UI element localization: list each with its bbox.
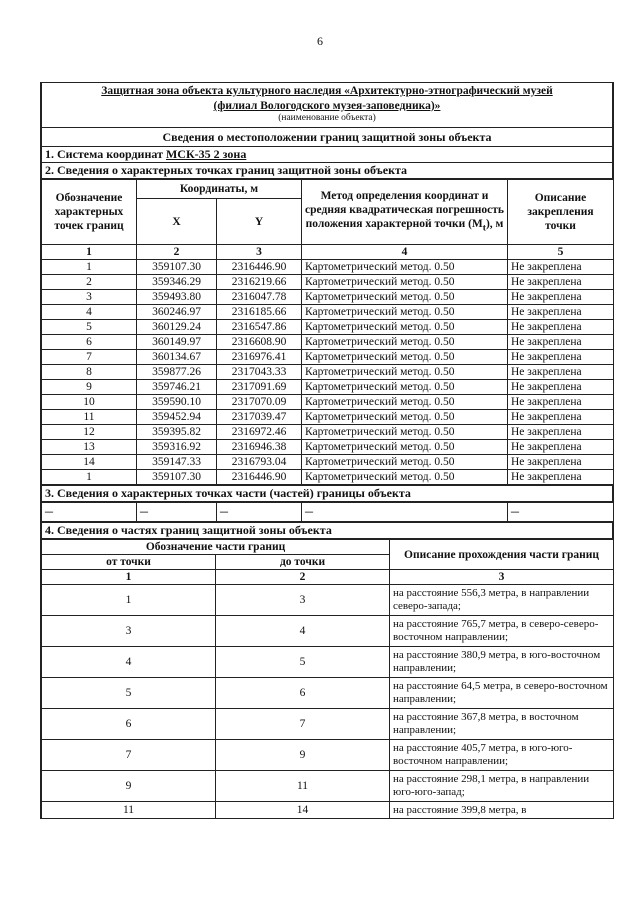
table-row bbox=[42, 678, 614, 709]
col-designation-header: Обозначение характерных точек границ bbox=[42, 180, 137, 245]
table-row bbox=[42, 335, 614, 350]
table-row bbox=[42, 802, 614, 819]
method-header-text: Метод определения координат и средняя квадратическая погрешность положения характерной точки (M bbox=[305, 189, 504, 230]
method-cell: Картометрический метод. 0.50 bbox=[302, 395, 508, 410]
col-x-header: X bbox=[137, 199, 217, 245]
method-cell: Картометрический метод. 0.50 bbox=[302, 470, 508, 485]
y-coordinate-cell: 2316446.90 bbox=[217, 470, 302, 485]
table-row bbox=[42, 740, 614, 771]
passage-desc-cell: на расстояние 64,5 метра, в северо-восточном направлении; bbox=[390, 678, 614, 709]
table-row bbox=[42, 350, 614, 365]
passage-desc-cell: на расстояние 367,8 метра, в восточном направлении; bbox=[390, 709, 614, 740]
from-point-cell: 3 bbox=[42, 616, 216, 647]
page-number: 6 bbox=[317, 34, 323, 48]
table-row bbox=[42, 380, 614, 395]
fixing-cell: Не закреплена bbox=[508, 290, 614, 305]
from-point-cell: 6 bbox=[42, 709, 216, 740]
method-cell: Картометрический метод. 0.50 bbox=[302, 275, 508, 290]
x-coordinate-cell: 359316.92 bbox=[137, 440, 217, 455]
col-to-header: до точки bbox=[216, 555, 390, 570]
to-point-cell: 6 bbox=[216, 678, 390, 709]
col-num-4: 4 bbox=[302, 245, 508, 260]
header-table bbox=[41, 83, 613, 179]
table-row bbox=[42, 455, 614, 470]
point-number-cell: 1 bbox=[42, 470, 137, 485]
table-row bbox=[42, 275, 614, 290]
table-row bbox=[42, 709, 614, 740]
passage-desc-cell: на расстояние 380,9 метра, в юго-восточном направлении; bbox=[390, 647, 614, 678]
points-table-body bbox=[42, 260, 614, 485]
table-row bbox=[42, 305, 614, 320]
from-point-cell: 9 bbox=[42, 771, 216, 802]
fixing-cell: Не закреплена bbox=[508, 455, 614, 470]
passage-desc-cell: на расстояние 556,3 метра, в направлении северо-запада; bbox=[390, 585, 614, 616]
y-coordinate-cell: 2317043.33 bbox=[217, 365, 302, 380]
point-number-cell: 13 bbox=[42, 440, 137, 455]
method-cell: Картометрический метод. 0.50 bbox=[302, 440, 508, 455]
x-coordinate-cell: 359147.33 bbox=[137, 455, 217, 470]
y-coordinate-cell: 2316547.86 bbox=[217, 320, 302, 335]
fixing-cell: Не закреплена bbox=[508, 350, 614, 365]
dash-cell: – bbox=[217, 503, 302, 522]
fixing-cell: Не закреплена bbox=[508, 365, 614, 380]
y-coordinate-cell: 2316976.41 bbox=[217, 350, 302, 365]
x-coordinate-cell: 360129.24 bbox=[137, 320, 217, 335]
y-coordinate-cell: 2316793.04 bbox=[217, 455, 302, 470]
from-point-cell: 7 bbox=[42, 740, 216, 771]
x-coordinate-cell: 359590.10 bbox=[137, 395, 217, 410]
y-coordinate-cell: 2316047.78 bbox=[217, 290, 302, 305]
col-desc-header: Описание закрепления точки bbox=[508, 180, 614, 245]
x-coordinate-cell: 359877.26 bbox=[137, 365, 217, 380]
method-header-tail: ), м bbox=[485, 217, 504, 230]
passage-desc-cell: на расстояние 298,1 метра, в направлении юго-юго-запад; bbox=[390, 771, 614, 802]
to-point-cell: 4 bbox=[216, 616, 390, 647]
x-coordinate-cell: 359107.30 bbox=[137, 470, 217, 485]
to-point-cell: 7 bbox=[216, 709, 390, 740]
object-name-note: (наименование объекта) bbox=[278, 113, 376, 123]
fixing-cell: Не закреплена bbox=[508, 305, 614, 320]
method-header-sub: t bbox=[482, 222, 486, 234]
section3-title: 3. Сведения о характерных точках части (частей) границы объекта bbox=[42, 486, 613, 502]
col-num-5: 5 bbox=[508, 245, 614, 260]
y-coordinate-cell: 2316946.38 bbox=[217, 440, 302, 455]
method-cell: Картометрический метод. 0.50 bbox=[302, 290, 508, 305]
from-point-cell: 5 bbox=[42, 678, 216, 709]
col4-num-2: 2 bbox=[216, 570, 390, 585]
method-cell: Картометрический метод. 0.50 bbox=[302, 305, 508, 320]
col-method-header bbox=[302, 180, 508, 245]
method-cell: Картометрический метод. 0.50 bbox=[302, 410, 508, 425]
x-coordinate-cell: 360134.67 bbox=[137, 350, 217, 365]
col-from-header: от точки bbox=[42, 555, 216, 570]
point-number-cell: 11 bbox=[42, 410, 137, 425]
table-row bbox=[42, 470, 614, 485]
table-row bbox=[42, 647, 614, 678]
section1-coordinate-system bbox=[42, 147, 613, 163]
dash-cell: – bbox=[137, 503, 217, 522]
col-coords-header: Координаты, м bbox=[137, 180, 302, 199]
method-cell: Картометрический метод. 0.50 bbox=[302, 455, 508, 470]
section1-value: МСК-35 2 зона bbox=[165, 147, 247, 161]
table-row bbox=[42, 585, 614, 616]
table-row bbox=[42, 771, 614, 802]
col-y-header: Y bbox=[217, 199, 302, 245]
fixing-cell: Не закреплена bbox=[508, 275, 614, 290]
col-num-1: 1 bbox=[42, 245, 137, 260]
col-num-3: 3 bbox=[217, 245, 302, 260]
y-coordinate-cell: 2317039.47 bbox=[217, 410, 302, 425]
x-coordinate-cell: 359346.29 bbox=[137, 275, 217, 290]
x-coordinate-cell: 360149.97 bbox=[137, 335, 217, 350]
table-row bbox=[42, 616, 614, 647]
section3-dash-row bbox=[41, 502, 614, 522]
method-cell: Картометрический метод. 0.50 bbox=[302, 320, 508, 335]
fixing-cell: Не закреплена bbox=[508, 335, 614, 350]
fixing-cell: Не закреплена bbox=[508, 440, 614, 455]
from-point-cell: 4 bbox=[42, 647, 216, 678]
point-number-cell: 9 bbox=[42, 380, 137, 395]
x-coordinate-cell: 359107.30 bbox=[137, 260, 217, 275]
point-number-cell: 1 bbox=[42, 260, 137, 275]
document-frame bbox=[40, 82, 614, 819]
section2-title: 2. Сведения о характерных точках границ защитной зоны объекта bbox=[42, 163, 613, 179]
y-coordinate-cell: 2316219.66 bbox=[217, 275, 302, 290]
dash-cell: – bbox=[302, 503, 508, 522]
to-point-cell: 14 bbox=[216, 802, 390, 819]
method-cell: Картометрический метод. 0.50 bbox=[302, 365, 508, 380]
y-coordinate-cell: 2316185.66 bbox=[217, 305, 302, 320]
section4-title: 4. Сведения о частях границ защитной зоны объекта bbox=[42, 523, 613, 539]
table-row bbox=[42, 440, 614, 455]
fixing-cell: Не закреплена bbox=[508, 380, 614, 395]
dash-cell: – bbox=[42, 503, 137, 522]
y-coordinate-cell: 2317070.09 bbox=[217, 395, 302, 410]
method-cell: Картометрический метод. 0.50 bbox=[302, 425, 508, 440]
table-row bbox=[42, 395, 614, 410]
point-number-cell: 8 bbox=[42, 365, 137, 380]
method-cell: Картометрический метод. 0.50 bbox=[302, 350, 508, 365]
table-row bbox=[42, 410, 614, 425]
point-number-cell: 7 bbox=[42, 350, 137, 365]
points-table bbox=[41, 179, 614, 485]
table-row bbox=[42, 320, 614, 335]
parts-table bbox=[41, 539, 614, 819]
x-coordinate-cell: 359746.21 bbox=[137, 380, 217, 395]
point-number-cell: 10 bbox=[42, 395, 137, 410]
to-point-cell: 3 bbox=[216, 585, 390, 616]
point-number-cell: 5 bbox=[42, 320, 137, 335]
from-point-cell: 1 bbox=[42, 585, 216, 616]
table-row bbox=[42, 260, 614, 275]
point-number-cell: 4 bbox=[42, 305, 137, 320]
method-cell: Картометрический метод. 0.50 bbox=[302, 260, 508, 275]
x-coordinate-cell: 360246.97 bbox=[137, 305, 217, 320]
from-point-cell: 11 bbox=[42, 802, 216, 819]
passage-desc-cell: на расстояние 765,7 метра, в северо-северо-восточном направлении; bbox=[390, 616, 614, 647]
object-title-cell bbox=[42, 83, 613, 128]
table-row bbox=[42, 290, 614, 305]
location-subtitle: Сведения о местоположении границ защитной зоны объекта bbox=[42, 128, 613, 147]
point-number-cell: 14 bbox=[42, 455, 137, 470]
col-num-2: 2 bbox=[137, 245, 217, 260]
fixing-cell: Не закреплена bbox=[508, 470, 614, 485]
y-coordinate-cell: 2316446.90 bbox=[217, 260, 302, 275]
col-part-header: Обозначение части границ bbox=[42, 540, 390, 555]
y-coordinate-cell: 2317091.69 bbox=[217, 380, 302, 395]
to-point-cell: 9 bbox=[216, 740, 390, 771]
fixing-cell: Не закреплена bbox=[508, 410, 614, 425]
col4-num-3: 3 bbox=[390, 570, 614, 585]
method-cell: Картометрический метод. 0.50 bbox=[302, 335, 508, 350]
section4-title-table bbox=[41, 522, 613, 539]
x-coordinate-cell: 359452.94 bbox=[137, 410, 217, 425]
point-number-cell: 6 bbox=[42, 335, 137, 350]
x-coordinate-cell: 359493.80 bbox=[137, 290, 217, 305]
object-title-line1: Защитная зона объекта культурного наследия «Архитектурно-этнографический музей bbox=[101, 85, 553, 97]
method-cell: Картометрический метод. 0.50 bbox=[302, 380, 508, 395]
fixing-cell: Не закреплена bbox=[508, 395, 614, 410]
point-number-cell: 2 bbox=[42, 275, 137, 290]
table-row bbox=[42, 425, 614, 440]
x-coordinate-cell: 359395.82 bbox=[137, 425, 217, 440]
parts-table-body bbox=[42, 585, 614, 819]
section1-prefix: 1. Система координат bbox=[45, 147, 166, 161]
col-part-desc-header: Описание прохождения части границ bbox=[390, 540, 614, 570]
point-number-cell: 3 bbox=[42, 290, 137, 305]
fixing-cell: Не закреплена bbox=[508, 425, 614, 440]
table-row bbox=[42, 365, 614, 380]
object-title-line2: (филиал Вологодского музея-заповедника)» bbox=[213, 100, 441, 112]
point-number-cell: 12 bbox=[42, 425, 137, 440]
fixing-cell: Не закреплена bbox=[508, 260, 614, 275]
y-coordinate-cell: 2316608.90 bbox=[217, 335, 302, 350]
dash-cell: – bbox=[508, 503, 614, 522]
y-coordinate-cell: 2316972.46 bbox=[217, 425, 302, 440]
col4-num-1: 1 bbox=[42, 570, 216, 585]
fixing-cell: Не закреплена bbox=[508, 320, 614, 335]
passage-desc-cell: на расстояние 405,7 метра, в юго-юго-восточном направлении; bbox=[390, 740, 614, 771]
passage-desc-cell: на расстояние 399,8 метра, в bbox=[390, 802, 614, 819]
to-point-cell: 11 bbox=[216, 771, 390, 802]
to-point-cell: 5 bbox=[216, 647, 390, 678]
section3-table bbox=[41, 485, 613, 502]
